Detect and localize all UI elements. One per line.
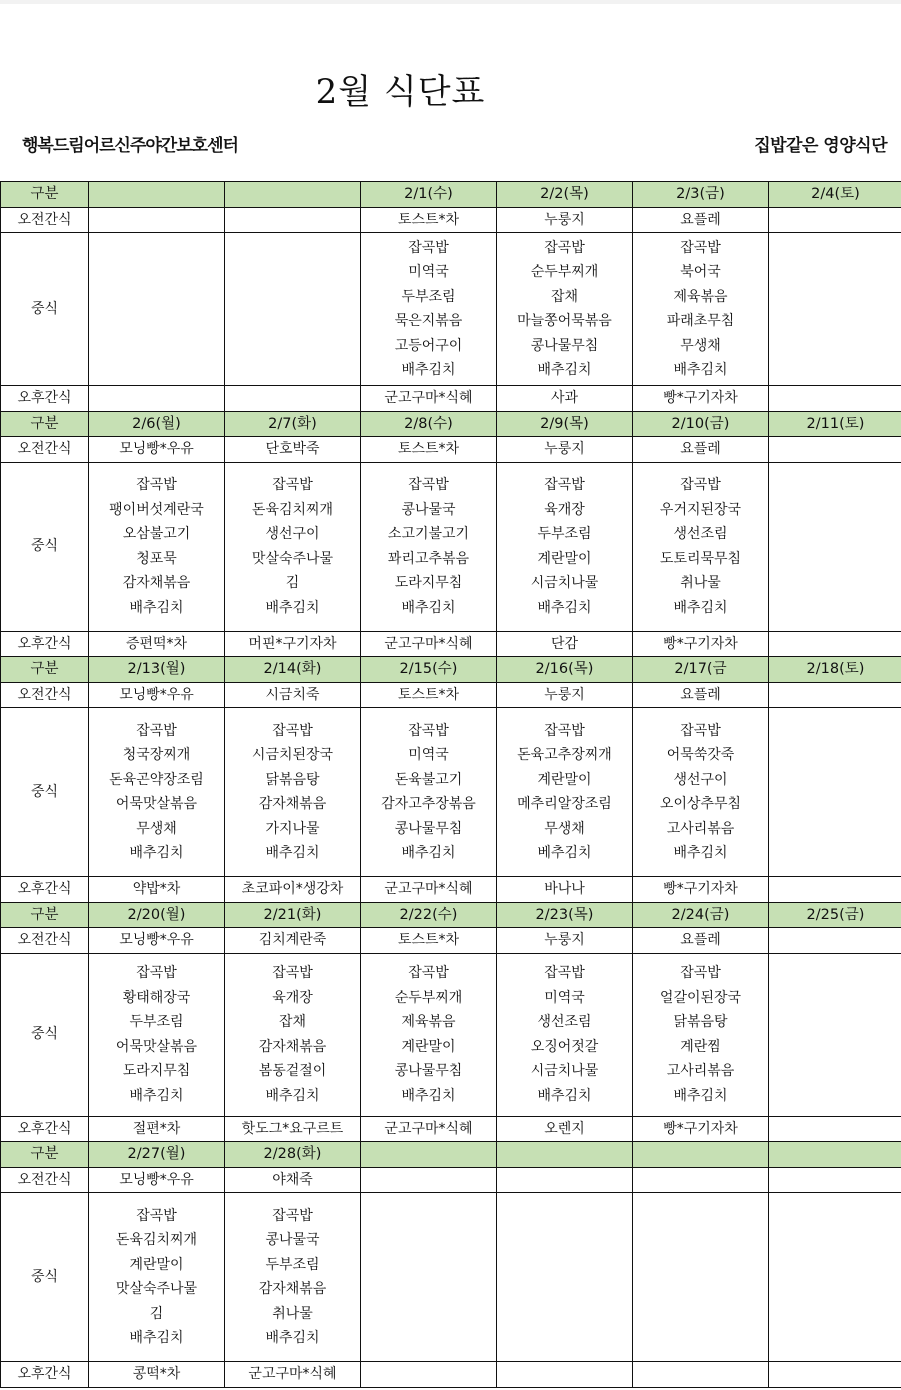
morning-snack-cell: 모닝빵*우유 — [89, 1167, 225, 1193]
morning-snack-cell: 누룽지 — [497, 437, 633, 463]
dish-item: 우거지된장국 — [659, 501, 742, 518]
afternoon-snack-cell — [497, 1362, 633, 1388]
dish-item: 닭볶음탕 — [673, 1014, 728, 1030]
morning-snack-cell — [497, 1167, 633, 1193]
lunch-cell — [361, 708, 497, 877]
dish-item: 돈육고추장찌개 — [517, 747, 612, 763]
afternoon-snack-cell: 군고구마*식혜 — [361, 631, 497, 657]
dish-item: 마늘쫑어묵볶음 — [517, 313, 612, 329]
week-header-row — [1, 411, 901, 437]
afternoon-snack-cell: 오렌지 — [497, 1116, 633, 1142]
week-header-row — [1, 902, 901, 928]
dish-item: 감자채볶음 — [122, 575, 191, 591]
lunch-cell — [633, 233, 769, 386]
dish-item: 베추김치 — [537, 845, 592, 861]
afternoon-snack-cell: 머핀*구기자차 — [225, 631, 361, 657]
date-header: 2/1(수) — [361, 182, 497, 208]
dish-item: 가지나물 — [265, 820, 320, 837]
dish-item: 잡곡밥 — [408, 239, 449, 256]
afternoon-snack-label: 오후간식 — [1, 631, 89, 657]
date-header: 2/18(토) — [769, 657, 901, 683]
dish-item: 배추김치 — [401, 599, 456, 616]
date-header: 2/20(월) — [89, 902, 225, 928]
date-header: 2/8(수) — [361, 411, 497, 437]
afternoon-snack-row — [1, 877, 901, 903]
morning-snack-cell — [769, 437, 901, 463]
afternoon-snack-cell: 빵*구기자차 — [633, 1116, 769, 1142]
dish-item: 두부조림 — [537, 526, 592, 542]
afternoon-snack-row — [1, 631, 901, 657]
lunch-cell — [633, 462, 769, 631]
lunch-cell — [769, 1193, 901, 1362]
dish-item: 배추김치 — [673, 599, 728, 616]
lunch-cell — [361, 953, 497, 1116]
dish-item: 육개장 — [544, 501, 585, 518]
date-header: 2/17(금 — [633, 657, 769, 683]
lunch-cell — [89, 462, 225, 631]
page-title — [0, 64, 901, 113]
morning-snack-cell: 요플레 — [633, 437, 769, 463]
date-header: 2/23(목) — [497, 902, 633, 928]
dish-item: 잡곡밥 — [544, 477, 585, 493]
lunch-cell — [633, 1193, 769, 1362]
lunch-row — [1, 462, 901, 631]
dish-item: 배추김치 — [537, 1087, 592, 1104]
dish-item: 잡곡밥 — [136, 965, 177, 981]
date-header: 2/13(월) — [89, 657, 225, 683]
date-header: 2/16(목) — [497, 657, 633, 683]
dish-item: 배추김치 — [537, 599, 592, 616]
dish-item: 꽈리고추볶음 — [387, 550, 470, 567]
dish-item: 도라지무침 — [394, 575, 463, 591]
lunch-cell — [225, 953, 361, 1116]
dish-item: 오이상추무침 — [659, 796, 742, 812]
dish-item: 무생채 — [136, 820, 177, 837]
morning-snack-cell: 요플레 — [633, 928, 769, 954]
dish-item: 배추김치 — [129, 845, 184, 861]
morning-snack-row — [1, 437, 901, 463]
date-header: 2/21(화) — [225, 902, 361, 928]
category-label: 구분 — [1, 902, 89, 928]
dish-item: 생선구이 — [673, 771, 728, 788]
date-header — [497, 1142, 633, 1168]
morning-snack-cell: 모닝빵*우유 — [89, 928, 225, 954]
lunch-cell — [225, 462, 361, 631]
afternoon-snack-cell — [225, 386, 361, 412]
morning-snack-label: 오전간식 — [1, 682, 89, 708]
dish-item: 어묵맛살볶음 — [115, 796, 198, 812]
afternoon-snack-cell: 증편떡*차 — [89, 631, 225, 657]
date-header: 2/7(화) — [225, 411, 361, 437]
meal-plan-table — [0, 181, 901, 1388]
afternoon-snack-cell — [361, 1362, 497, 1388]
dish-item: 오삼불고기 — [122, 526, 191, 542]
dish-item: 배추김치 — [401, 362, 456, 378]
category-label: 구분 — [1, 657, 89, 683]
morning-snack-cell: 요플레 — [633, 682, 769, 708]
lunch-cell — [633, 708, 769, 877]
dish-item: 배추김치 — [673, 845, 728, 861]
morning-snack-label: 오전간식 — [1, 437, 89, 463]
dish-item: 청국장찌개 — [122, 747, 191, 763]
dish-item: 도라지무침 — [122, 1063, 191, 1079]
date-header — [769, 1142, 901, 1168]
morning-snack-label: 오전간식 — [1, 207, 89, 233]
lunch-label: 중식 — [1, 708, 89, 877]
dish-item: 잡곡밥 — [408, 722, 449, 739]
afternoon-snack-cell: 빵*구기자차 — [633, 631, 769, 657]
lunch-cell — [89, 233, 225, 386]
dish-item: 계란말이 — [537, 550, 592, 567]
organization-name: 행복드림어르신주야간보호센터 — [22, 136, 238, 156]
dish-item: 닭볶음탕 — [265, 771, 320, 788]
dish-item: 잡곡밥 — [680, 722, 721, 739]
morning-snack-cell — [361, 1167, 497, 1193]
week-header-row — [1, 1142, 901, 1168]
dish-item: 잡곡밥 — [272, 965, 313, 981]
afternoon-snack-cell: 군고구마*식혜 — [361, 1116, 497, 1142]
dish-item: 묵은지볶음 — [394, 313, 463, 329]
date-header: 2/11(토) — [769, 411, 901, 437]
dish-item: 잡곡밥 — [272, 722, 313, 739]
dish-item: 콩나물국 — [265, 1232, 320, 1248]
morning-snack-cell: 누룽지 — [497, 928, 633, 954]
dish-item: 육개장 — [272, 989, 313, 1006]
lunch-cell — [497, 708, 633, 877]
afternoon-snack-cell — [769, 386, 901, 412]
dish-item: 북어국 — [680, 264, 721, 280]
afternoon-snack-cell: 바나나 — [497, 877, 633, 903]
lunch-cell — [361, 233, 497, 386]
dish-item: 생선조림 — [673, 526, 728, 542]
dish-item: 파래초무침 — [666, 313, 735, 329]
dish-item: 메추리알장조림 — [517, 796, 612, 812]
dish-item: 잡곡밥 — [136, 477, 177, 493]
afternoon-snack-cell — [769, 1116, 901, 1142]
lunch-cell — [89, 708, 225, 877]
morning-snack-cell: 누룽지 — [497, 682, 633, 708]
dish-item: 돈육김치찌개 — [115, 1232, 198, 1248]
morning-snack-cell — [89, 207, 225, 233]
date-header: 2/27(월) — [89, 1142, 225, 1168]
dish-item: 콩나물무침 — [394, 820, 463, 837]
slogan: 집밥같은 영양식단 — [754, 136, 887, 156]
afternoon-snack-label: 오후간식 — [1, 386, 89, 412]
dish-item: 계란찜 — [680, 1038, 721, 1055]
dish-item: 배추김치 — [537, 362, 592, 378]
dish-item: 콩나물무침 — [394, 1063, 463, 1079]
dish-item: 배추김치 — [129, 1087, 184, 1104]
title-text: 2월 식단표 — [315, 72, 486, 112]
morning-snack-cell — [633, 1167, 769, 1193]
dish-item: 어묵쑥갓죽 — [666, 747, 735, 763]
category-label: 구분 — [1, 411, 89, 437]
lunch-label: 중식 — [1, 953, 89, 1116]
morning-snack-row — [1, 682, 901, 708]
dish-item: 김 — [285, 575, 300, 591]
afternoon-snack-cell — [633, 1362, 769, 1388]
dish-item: 생선조림 — [537, 1014, 592, 1030]
date-header — [89, 182, 225, 208]
lunch-row — [1, 953, 901, 1116]
date-header: 2/4(토) — [769, 182, 901, 208]
dish-item: 미역국 — [544, 989, 585, 1006]
lunch-cell — [769, 708, 901, 877]
date-header: 2/15(수) — [361, 657, 497, 683]
dish-item: 잡곡밥 — [272, 477, 313, 493]
dish-item: 무생채 — [544, 820, 585, 837]
dish-item: 고사리볶음 — [666, 1063, 735, 1079]
dish-item: 잡채 — [550, 288, 579, 305]
date-header: 2/24(금) — [633, 902, 769, 928]
afternoon-snack-cell — [89, 386, 225, 412]
dish-item: 시금치된장국 — [251, 747, 334, 763]
morning-snack-cell: 김치계란죽 — [225, 928, 361, 954]
dish-item: 배추김치 — [129, 1330, 184, 1346]
afternoon-snack-cell: 절편*차 — [89, 1116, 225, 1142]
dish-item: 두부조림 — [129, 1014, 184, 1030]
dish-item: 도토리묵무침 — [659, 550, 742, 567]
dish-item: 취나물 — [680, 575, 721, 591]
date-header — [633, 1142, 769, 1168]
top-edge — [0, 0, 901, 4]
dish-item: 잡곡밥 — [272, 1207, 313, 1224]
dish-item: 고등어구이 — [394, 337, 463, 354]
date-header: 2/10(금) — [633, 411, 769, 437]
dish-item: 얼갈이된장국 — [659, 989, 742, 1006]
dish-item: 돈육곤약장조림 — [109, 771, 204, 788]
afternoon-snack-cell — [769, 631, 901, 657]
morning-snack-cell: 단호박죽 — [225, 437, 361, 463]
dish-item: 배추김치 — [265, 1087, 320, 1104]
morning-snack-label: 오전간식 — [1, 928, 89, 954]
morning-snack-cell: 누룽지 — [497, 207, 633, 233]
date-header: 2/14(화) — [225, 657, 361, 683]
dish-item: 잡곡밥 — [680, 239, 721, 256]
afternoon-snack-label: 오후간식 — [1, 1362, 89, 1388]
morning-snack-cell — [769, 207, 901, 233]
lunch-row — [1, 233, 901, 386]
dish-item: 잡곡밥 — [408, 965, 449, 981]
category-label: 구분 — [1, 1142, 89, 1168]
lunch-cell — [497, 1193, 633, 1362]
dish-item: 돈육불고기 — [394, 771, 463, 788]
morning-snack-row — [1, 1167, 901, 1193]
morning-snack-cell: 야채죽 — [225, 1167, 361, 1193]
morning-snack-cell: 요플레 — [633, 207, 769, 233]
dish-item: 잡곡밥 — [544, 965, 585, 981]
lunch-cell — [769, 462, 901, 631]
dish-item: 맛살숙주나물 — [251, 550, 334, 567]
lunch-cell — [497, 953, 633, 1116]
lunch-cell — [769, 233, 901, 386]
dish-item: 잡채 — [278, 1014, 307, 1030]
dish-item: 배추김치 — [673, 362, 728, 378]
dish-item: 잡곡밥 — [408, 477, 449, 493]
dish-item: 순두부찌개 — [394, 989, 463, 1006]
dish-item: 배추김치 — [401, 845, 456, 861]
dish-item: 배추김치 — [401, 1087, 456, 1104]
lunch-cell — [89, 1193, 225, 1362]
date-header: 2/6(월) — [89, 411, 225, 437]
afternoon-snack-cell: 초코파이*생강차 — [225, 877, 361, 903]
afternoon-snack-row — [1, 1116, 901, 1142]
dish-item: 미역국 — [408, 747, 449, 763]
lunch-cell — [225, 233, 361, 386]
morning-snack-cell: 시금치죽 — [225, 682, 361, 708]
dish-item: 잡곡밥 — [544, 722, 585, 739]
dish-item: 생선구이 — [265, 526, 320, 542]
lunch-row — [1, 708, 901, 877]
dish-item: 감자채볶음 — [258, 1038, 327, 1055]
dish-item: 잡곡밥 — [136, 722, 177, 739]
morning-snack-row — [1, 928, 901, 954]
dish-item: 콩나물무침 — [530, 337, 599, 354]
morning-snack-cell — [769, 1167, 901, 1193]
afternoon-snack-cell: 빵*구기자차 — [633, 877, 769, 903]
afternoon-snack-cell: 군고구마*식혜 — [361, 877, 497, 903]
dish-item: 팽이버섯계란국 — [109, 501, 204, 518]
afternoon-snack-cell: 핫도그*요구르트 — [225, 1116, 361, 1142]
afternoon-snack-cell: 단감 — [497, 631, 633, 657]
dish-item: 순두부찌개 — [530, 264, 599, 280]
lunch-cell — [361, 462, 497, 631]
morning-snack-label: 오전간식 — [1, 1167, 89, 1193]
dish-item: 배추김치 — [673, 1087, 728, 1104]
dish-item: 계란말이 — [401, 1038, 456, 1055]
afternoon-snack-label: 오후간식 — [1, 877, 89, 903]
date-header — [225, 182, 361, 208]
lunch-cell — [225, 1193, 361, 1362]
morning-snack-cell: 토스트*차 — [361, 682, 497, 708]
morning-snack-cell — [769, 682, 901, 708]
week-header-row — [1, 657, 901, 683]
dish-item: 잡곡밥 — [680, 477, 721, 493]
dish-item: 취나물 — [272, 1305, 313, 1322]
dish-item: 황태해장국 — [122, 989, 191, 1006]
afternoon-snack-cell — [769, 877, 901, 903]
date-header — [361, 1142, 497, 1168]
morning-snack-cell — [225, 207, 361, 233]
dish-item: 제육볶음 — [673, 288, 728, 305]
week-header-row — [1, 182, 901, 208]
afternoon-snack-cell: 빵*구기자차 — [633, 386, 769, 412]
morning-snack-cell — [769, 928, 901, 954]
morning-snack-cell: 모닝빵*우유 — [89, 437, 225, 463]
date-header: 2/28(화) — [225, 1142, 361, 1168]
dish-item: 제육볶음 — [401, 1014, 456, 1030]
morning-snack-cell: 토스트*차 — [361, 928, 497, 954]
afternoon-snack-row — [1, 1362, 901, 1388]
dish-item: 맛살숙주나물 — [115, 1281, 198, 1297]
dish-item: 배추김치 — [129, 599, 184, 616]
lunch-row — [1, 1193, 901, 1362]
afternoon-snack-cell: 약밥*차 — [89, 877, 225, 903]
lunch-cell — [497, 462, 633, 631]
category-label: 구분 — [1, 182, 89, 208]
morning-snack-cell: 토스트*차 — [361, 437, 497, 463]
dish-item: 콩나물국 — [401, 501, 456, 518]
dish-item: 잡곡밥 — [680, 965, 721, 981]
dish-item: 소고기불고기 — [387, 526, 470, 542]
dish-item: 시금치나물 — [530, 1063, 599, 1079]
dish-item: 배추김치 — [265, 1330, 320, 1346]
afternoon-snack-cell: 콩떡*차 — [89, 1362, 225, 1388]
morning-snack-cell: 토스트*차 — [361, 207, 497, 233]
afternoon-snack-cell: 사과 — [497, 386, 633, 412]
dish-item: 미역국 — [408, 264, 449, 280]
lunch-cell — [769, 953, 901, 1116]
dish-item: 김 — [149, 1305, 164, 1322]
lunch-cell — [225, 708, 361, 877]
dish-item: 청포묵 — [136, 550, 177, 567]
dish-item: 고사리볶음 — [666, 820, 735, 837]
dish-item: 오징어젓갈 — [530, 1038, 599, 1055]
dish-item: 두부조림 — [401, 288, 456, 305]
date-header: 2/3(금) — [633, 182, 769, 208]
morning-snack-row — [1, 207, 901, 233]
dish-item: 돈육김치찌개 — [251, 501, 334, 518]
afternoon-snack-cell: 군고구마*식혜 — [225, 1362, 361, 1388]
afternoon-snack-cell — [769, 1362, 901, 1388]
dish-item: 배추김치 — [265, 845, 320, 861]
dish-item: 배추김치 — [265, 599, 320, 616]
lunch-label: 중식 — [1, 233, 89, 386]
dish-item: 두부조림 — [265, 1256, 320, 1273]
date-header: 2/22(수) — [361, 902, 497, 928]
lunch-label: 중식 — [1, 1193, 89, 1362]
lunch-cell — [633, 953, 769, 1116]
afternoon-snack-row — [1, 386, 901, 412]
dish-item: 어묵맛살볶음 — [115, 1038, 198, 1055]
dish-item: 감자고추장볶음 — [381, 796, 476, 812]
dish-item: 계란말이 — [129, 1256, 184, 1273]
dish-item: 잡곡밥 — [136, 1207, 177, 1224]
morning-snack-cell: 모닝빵*우유 — [89, 682, 225, 708]
dish-item: 감자채볶음 — [258, 1281, 327, 1297]
lunch-cell — [89, 953, 225, 1116]
dish-item: 감자채볶음 — [258, 796, 327, 812]
date-header: 2/25(금) — [769, 902, 901, 928]
lunch-label: 중식 — [1, 462, 89, 631]
lunch-cell — [497, 233, 633, 386]
dish-item: 잡곡밥 — [544, 239, 585, 256]
date-header: 2/2(목) — [497, 182, 633, 208]
date-header: 2/9(목) — [497, 411, 633, 437]
dish-item: 무생채 — [680, 337, 721, 354]
dish-item: 계란말이 — [537, 771, 592, 788]
lunch-cell — [361, 1193, 497, 1362]
afternoon-snack-cell: 군고구마*식혜 — [361, 386, 497, 412]
afternoon-snack-label: 오후간식 — [1, 1116, 89, 1142]
dish-item: 봄동겉절이 — [258, 1063, 327, 1079]
dish-item: 시금치나물 — [530, 575, 599, 591]
